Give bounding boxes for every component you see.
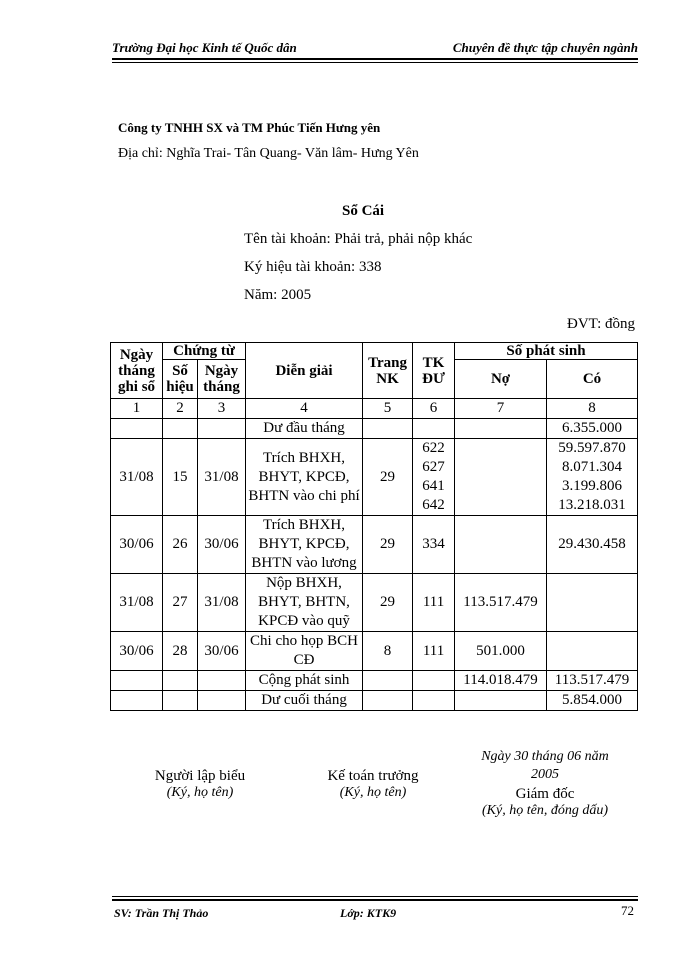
col-number: 2	[163, 399, 198, 419]
table-row	[111, 516, 638, 574]
col-header-description: Diễn giải	[246, 343, 363, 399]
row-account: 111	[413, 632, 455, 671]
row-credit: 29.430.458	[547, 516, 638, 574]
row-debit	[455, 439, 547, 516]
row-credit: 8.071.304	[562, 459, 623, 475]
col-header-voucher-date: Ngày tháng	[198, 360, 246, 399]
row-credit	[547, 574, 638, 632]
company-address: Địa chỉ: Nghĩa Trai- Tân Quang- Văn lâm- Hưng Yên	[118, 146, 419, 161]
row-date: 30/06	[111, 516, 163, 574]
row-voucher-date: 30/06	[198, 516, 246, 574]
footer-rule	[112, 896, 638, 901]
col-header-page: Trang NK	[363, 343, 413, 399]
page-number: 72	[621, 903, 634, 918]
table-row	[111, 632, 638, 671]
ledger-table	[110, 342, 638, 711]
row-voucher-no: 26	[163, 516, 198, 574]
col-header-voucher-no: Số hiệu	[163, 360, 198, 399]
sign-date-line-1: Ngày 30 tháng 06 năm	[481, 749, 609, 764]
row-account: 641	[422, 478, 445, 494]
total-credit: 113.517.479	[547, 671, 638, 691]
sign-date-line-2: 2005	[531, 767, 559, 782]
row-description: Trích BHXH, BHYT, KPCĐ, BHTN vào lương	[246, 516, 363, 574]
header-row	[111, 343, 638, 360]
row-account: 622	[422, 440, 445, 456]
row-credit: 13.218.031	[558, 497, 626, 513]
preparer-role: Người lập biểu	[154, 768, 246, 784]
page-title: Sổ Cái	[342, 203, 385, 219]
director-note: (Ký, họ tên, đóng dấu)	[482, 803, 608, 818]
col-number: 6	[413, 399, 455, 419]
director-role: Giám đốc	[515, 786, 575, 802]
row-date: 31/08	[111, 574, 163, 632]
signature-chief-accountant	[303, 768, 443, 801]
account-code: Ký hiệu tài khoản: 338	[244, 259, 382, 275]
ledger-year: Năm: 2005	[244, 287, 312, 303]
col-header-debit: Nợ	[455, 360, 547, 399]
row-credit: 3.199.806	[562, 478, 623, 494]
col-number: 3	[198, 399, 246, 419]
col-header-credit: Có	[547, 360, 638, 399]
row-accounts	[413, 439, 455, 516]
row-voucher-date: 31/08	[198, 574, 246, 632]
row-description: Trích BHXH, BHYT, KPCĐ, BHTN vào chi phí	[246, 439, 363, 516]
header-rule	[112, 58, 638, 63]
row-credits	[547, 439, 638, 516]
chief-accountant-role: Kế toán trưởng	[327, 768, 419, 784]
currency-unit: ĐVT: đồng	[567, 316, 635, 332]
col-number: 5	[363, 399, 413, 419]
col-header-amounts: Số phát sinh	[455, 343, 638, 360]
row-date: 31/08	[111, 439, 163, 516]
opening-label: Dư đầu tháng	[246, 419, 363, 439]
footer-class: Lớp: KTK9	[340, 906, 397, 920]
row-debit	[455, 516, 547, 574]
row-voucher-no: 27	[163, 574, 198, 632]
row-debit: 501.000	[455, 632, 547, 671]
row-account: 334	[413, 516, 455, 574]
col-header-voucher: Chứng từ	[163, 343, 246, 360]
col-number: 4	[246, 399, 363, 419]
account-name: Tên tài khoản: Phải trả, phải nộp khác	[244, 231, 473, 247]
row-page: 29	[363, 516, 413, 574]
row-page: 29	[363, 439, 413, 516]
col-number: 8	[547, 399, 638, 419]
row-voucher-date: 31/08	[198, 439, 246, 516]
footer-student: SV: Trần Thị Thảo	[114, 906, 209, 920]
row-account: 111	[413, 574, 455, 632]
total-row	[111, 671, 638, 691]
table-row	[111, 574, 638, 632]
header-school: Trường Đại học Kinh tế Quốc dân	[112, 40, 297, 55]
column-number-row	[111, 399, 638, 419]
header-report-type: Chuyên đề thực tập chuyên ngành	[452, 40, 638, 55]
row-voucher-no: 28	[163, 632, 198, 671]
row-description: Chi cho họp BCH CĐ	[246, 632, 363, 671]
row-page: 8	[363, 632, 413, 671]
col-number: 1	[111, 399, 163, 419]
row-account: 642	[422, 497, 445, 513]
closing-credit: 5.854.000	[547, 691, 638, 711]
opening-balance-row	[111, 419, 638, 439]
row-date: 30/06	[111, 632, 163, 671]
sign-date	[440, 748, 650, 784]
total-debit: 114.018.479	[455, 671, 547, 691]
total-label: Cộng phát sinh	[246, 671, 363, 691]
row-voucher-date: 30/06	[198, 632, 246, 671]
signature-preparer	[130, 768, 270, 801]
closing-balance-row	[111, 691, 638, 711]
col-number: 7	[455, 399, 547, 419]
row-credit: 59.597.870	[558, 440, 626, 456]
signature-director	[455, 786, 635, 819]
closing-label: Dư cuối tháng	[246, 691, 363, 711]
table-row	[111, 439, 638, 516]
col-header-contra: TK ĐƯ	[413, 343, 455, 399]
row-voucher-no: 15	[163, 439, 198, 516]
preparer-note: (Ký, họ tên)	[166, 785, 234, 800]
row-account: 627	[422, 459, 445, 475]
opening-credit: 6.355.000	[547, 419, 638, 439]
row-debit: 113.517.479	[455, 574, 547, 632]
col-header-date: Ngày tháng ghi sổ	[111, 343, 163, 399]
row-description: Nộp BHXH, BHYT, BHTN, KPCĐ vào quỹ	[246, 574, 363, 632]
chief-accountant-note: (Ký, họ tên)	[339, 785, 407, 800]
row-page: 29	[363, 574, 413, 632]
company-name: Công ty TNHH SX và TM Phúc Tiến Hưng yên	[118, 120, 381, 135]
row-credit	[547, 632, 638, 671]
